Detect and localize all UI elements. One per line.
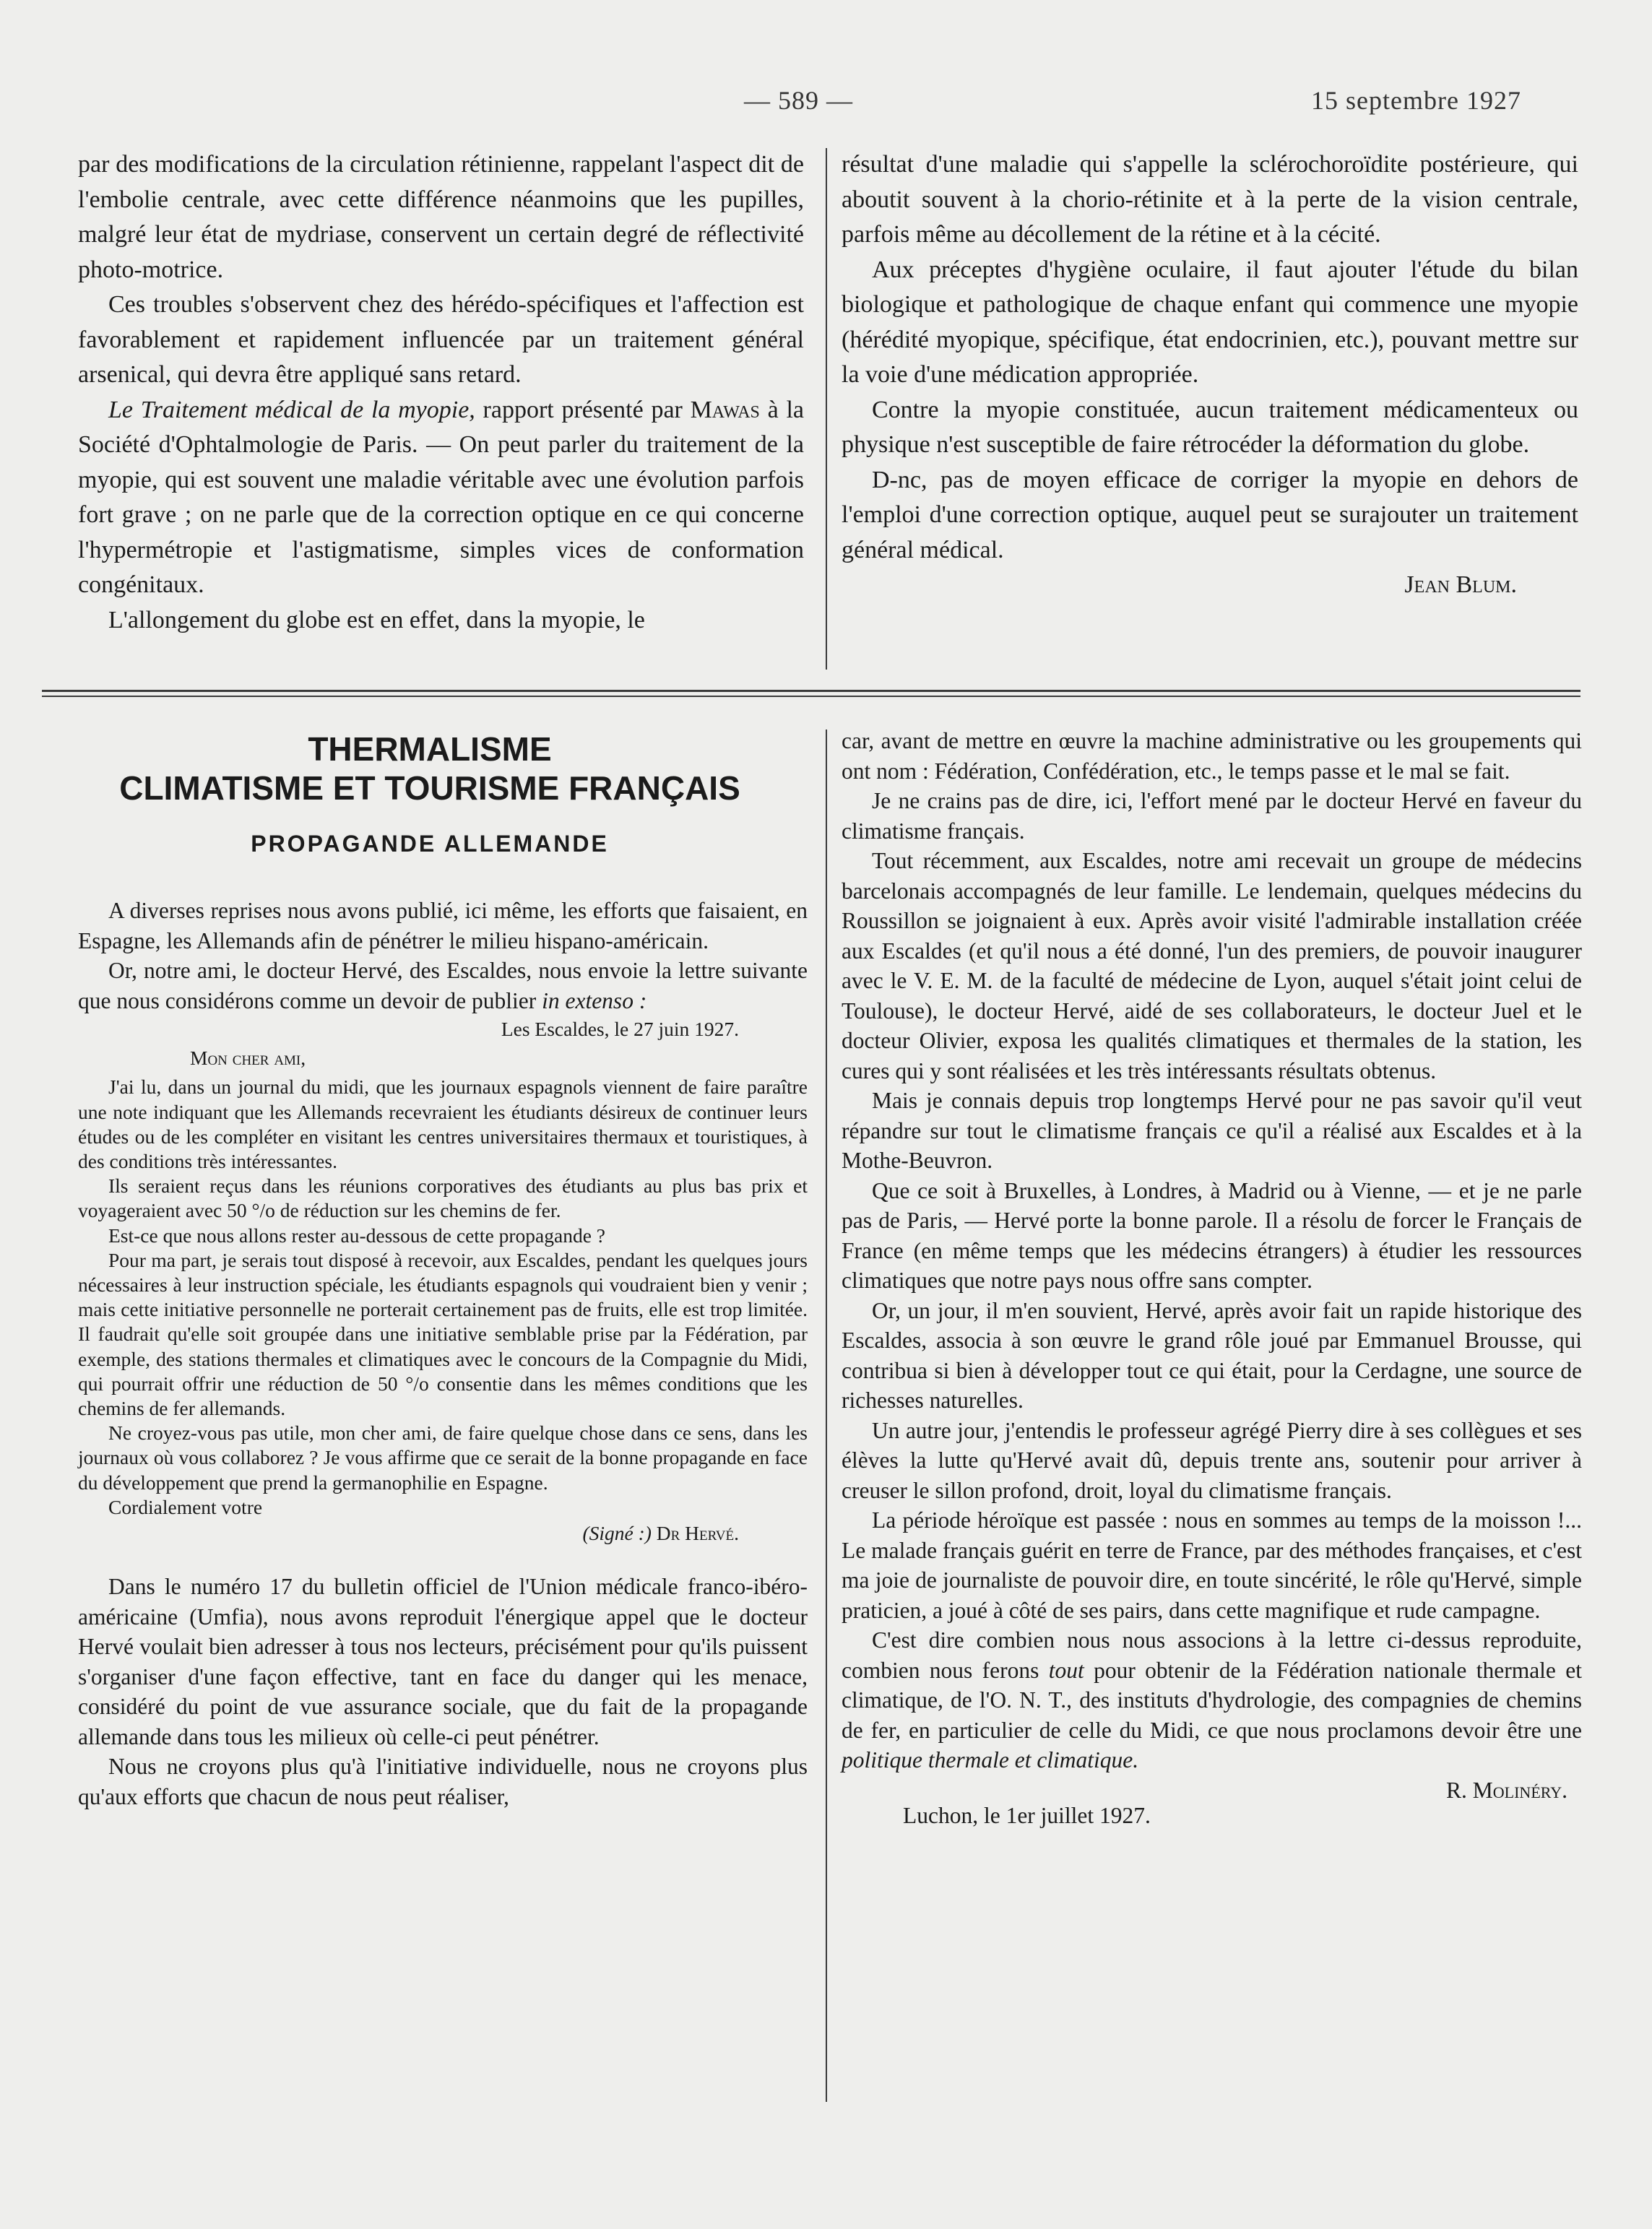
article-title-line2: CLIMATISME ET TOURISME FRANÇAIS — [119, 769, 740, 807]
letter-paragraph: Pour ma part, je serais tout disposé à recevoir, aux Escaldes, pendant les quelques jours nécessaires à leur instruction spéciale, les étudiants espagnols qui voudraient bien y venir ; mais cette initiative personnelle ne porterait certainement pas de fruits, elle est trop limitée. Il faudrait qu'elle soit groupée dans une initiative semblable prise par la Fédération, par exemple, des stations thermales et climatiques avec le concours de la Compagnie du Midi, qui pourrait offrir une réduction de 50 °/o consentie dans les mêmes conditions que les chemins de fer allemands. — [78, 1248, 808, 1420]
paragraph: Ces troubles s'observent chez des hérédo-spécifiques et l'affection est favorablement et rapidement influencée par un traitement général arsenical, qui devra être appliqué sans retard. — [78, 291, 804, 388]
signature-molinery: R. Molinéry. — [1446, 1777, 1567, 1803]
paragraph — [78, 393, 804, 603]
article-right-column — [842, 726, 1582, 1831]
paragraph — [842, 1625, 1582, 1775]
top-right-column — [842, 147, 1578, 603]
paragraph: Mais je connais depuis trop longtemps Hervé pour ne pas savoir qu'il veut répandre sur tout le climatisme français ce qu'il a réalisé aux Escaldes et à la Mothe-Beuvron. — [842, 1088, 1582, 1173]
paragraph: Nous ne croyons plus qu'à l'initiative individuelle, nous ne croyons plus qu'aux efforts que chacun de nous peut réaliser, — [78, 1754, 808, 1809]
paragraph: L'allongement du globe est en effet, dans la myopie, le — [108, 606, 645, 633]
text-run: Or, notre ami, le docteur Hervé, des Escaldes, nous envoie la lettre suivante que nous considérons comme un devoir de publier — [78, 958, 808, 1013]
article-title-line1: THERMALISME — [308, 730, 552, 768]
column-divider — [826, 730, 827, 2102]
paragraph: résultat d'une maladie qui s'appelle la sclérochoroïdite postérieure, qui aboutit souvent à la chorio-rétinite et à la perte de la vision centrale, parfois même au décollement de la rétine et à la cécité. — [842, 151, 1578, 248]
letter-paragraph: J'ai lu, dans un journal du midi, que les journaux espagnols viennent de faire paraître une note indiquant que les Allemands recevraient les étudiants désireux de continuer leurs études ou de les compléter en visitant les centres universitaires thermaux et touristiques, à des conditions très intéressantes. — [78, 1075, 808, 1173]
column-divider — [826, 148, 827, 670]
letter-salutation: Mon cher ami, — [190, 1047, 306, 1070]
text-run: C'est dire combien nous nous associons à la lettre ci-dessus reproduite, combien nous ferons — [842, 1627, 1582, 1683]
italic-text: politique thermale et climatique. — [842, 1747, 1139, 1773]
text-run: rapport présenté par — [475, 396, 691, 423]
signer-name: Dr Hervé. — [651, 1522, 739, 1545]
top-left-column — [78, 147, 804, 638]
paragraph: Tout récemment, aux Escaldes, notre ami recevait un groupe de médecins barcelonais accompagnés de leur famille. Le lendemain, quelques médecins du Roussillon se joignaient à eux. Après avoir visité l'admirable installation créée aux Escaldes (et qu'il nous a été donné, l'un des premiers, de pouvoir inaugurer avec le V. E. M. de la faculté de médecine de Lyon, auquel s'était joint celui de Toulouse), le docteur Hervé, aidé de ses collaborateurs, le docteur Juel et le docteur Olivier, exposa les qualités climatiques et thermales de la station, les cures qui y sont réalisées et les très intéressants résultats obtenus. — [842, 848, 1582, 1083]
place-date: Luchon, le 1er juillet 1927. — [903, 1803, 1151, 1828]
article-subtitle: PROPAGANDE ALLEMANDE — [251, 831, 609, 857]
letter-signature — [78, 1521, 739, 1546]
section-divider-thin — [42, 696, 1580, 697]
paragraph: Aux préceptes d'hygiène oculaire, il faut ajouter l'étude du bilan biologique et pathologique de chaque enfant qui commence une myopie (hérédité myopique, spécifique, état endocrinien, etc.), pouvant mettre sur la voie d'une médication appropriée. — [842, 256, 1578, 388]
text-run: à la Société d'Ophtalmologie de Paris. — On peut parler du traitement de la myopie, qui est souvent une maladie véritable avec une évolution parfois fort grave ; on ne parle que de la correction optique en ce qui concerne l'hypermétropie et l'astigmatisme, simples vices de conformation congénitaux. — [78, 396, 804, 598]
section-divider — [42, 690, 1580, 692]
italic-text: tout — [1048, 1657, 1084, 1683]
letter-date: Les Escaldes, le 27 juin 1927. — [501, 1018, 739, 1040]
italic-text: (Signé :) — [582, 1522, 652, 1545]
paragraph: Un autre jour, j'entendis le professeur agrégé Pierry dire à ses collègues et ses élèves la lutte qu'Hervé avait dû, depuis trente ans, soutenir pour arriver à creuser le sillon profond, droit, loyal du climatisme français. — [842, 1417, 1582, 1503]
report-title: Le Traitement médical de la myopie, — [108, 396, 475, 423]
paragraph: Contre la myopie constituée, aucun traitement médicamenteux ou physique n'est susceptible de faire rétrocéder la déformation du globe. — [842, 396, 1578, 458]
letter-paragraph: Est-ce que nous allons rester au-dessous de cette propagande ? — [108, 1224, 606, 1247]
signature-blum: Jean Blum. — [1404, 571, 1517, 598]
paragraph: Or, un jour, il m'en souvient, Hervé, après avoir fait un rapide historique des Escaldes, associa à son œuvre le grand rôle joué par Emmanuel Brousse, qui contribua si bien à développer tout ce qui était, pour la Cerdagne, une source de richesses naturelles. — [842, 1297, 1582, 1413]
letter-paragraph: Ils seraient reçus dans les réunions corporatives des étudiants au plus bas prix et voyageraient avec 50 °/o de réduction sur les chemins de fer. — [78, 1174, 808, 1222]
issue-date: 15 septembre 1927 — [1311, 86, 1521, 115]
paragraph — [78, 956, 808, 1016]
paragraph: A diverses reprises nous avons publié, ici même, les efforts que faisaient, en Espagne, les Allemands afin de pénétrer le milieu hispano-américain. — [78, 898, 808, 953]
paragraph: Dans le numéro 17 du bulletin officiel de l'Union médicale franco-ibéro-américaine (Umfia), nous avons reproduit l'énergique appel que le docteur Hervé voulait bien adresser à tous nos lecteurs, précisément pour qu'ils puissent s'organiser d'une façon effective, tant en face du danger qui les menace, considéré du point de vue assurance sociale, que du fait de la propagande allemande dans tous les milieux où celle-ci peut pénétrer. — [78, 1574, 808, 1749]
author-name: Mawas — [690, 396, 760, 423]
italic-text: in extenso : — [542, 987, 647, 1013]
paragraph: car, avant de mettre en œuvre la machine administrative ou les groupements qui ont nom : Fédération, Confédération, etc., le temps passe et le mal se fait. — [842, 728, 1582, 784]
paragraph: La période héroïque est passée : nous en sommes au temps de la moisson !... Le malade français guérit en terre de France, par des méthodes françaises, et c'est ma joie de journaliste de pouvoir dire, en toute sincérité, le rôle qu'Hervé, simple praticien, a joué à côté de ses pairs, dans cette magnifique et rude campagne. — [842, 1507, 1582, 1623]
letter-paragraph: Cordialement votre — [108, 1495, 263, 1518]
paragraph: D-nc, pas de moyen efficace de corriger la myopie en dehors de l'emploi d'une correction optique, auquel peut se surajouter un traitement général médical. — [842, 466, 1578, 563]
letter-paragraph: Ne croyez-vous pas utile, mon cher ami, de faire quelque chose dans ce sens, dans les journaux où vous collaborez ? Je vous affirme que ce serait de la bonne propagande en face du développement que prend la germanophilie en Espagne. — [78, 1421, 808, 1494]
text-run: pour obtenir de la Fédération nationale thermale et climatique, de l'O. N. T., des instituts d'hydrologie, des compagnies de chemins de fer, en particulier de celle du Midi, ce que nous proclamons devoir être une — [842, 1657, 1582, 1743]
paragraph: par des modifications de la circulation rétinienne, rappelant l'aspect dit de l'embolie centrale, avec cette différence néanmoins que les pupilles, malgré leur état de mydriase, conservent un certain degré de réflectivité photo-motrice. — [78, 151, 804, 283]
page-number: — 589 — — [744, 86, 853, 115]
article-left-column — [78, 896, 808, 1812]
paragraph: Je ne crains pas de dire, ici, l'effort mené par le docteur Hervé en faveur du climatisme français. — [842, 788, 1582, 844]
paragraph: Que ce soit à Bruxelles, à Londres, à Madrid ou à Vienne, — et je ne parle pas de Paris, — Hervé porte la bonne parole. Il a résolu de forcer le Français de France (en même temps que les médecins étrangers) à étudier les ressources climatiques que notre pays nous offre sans compter. — [842, 1177, 1582, 1293]
